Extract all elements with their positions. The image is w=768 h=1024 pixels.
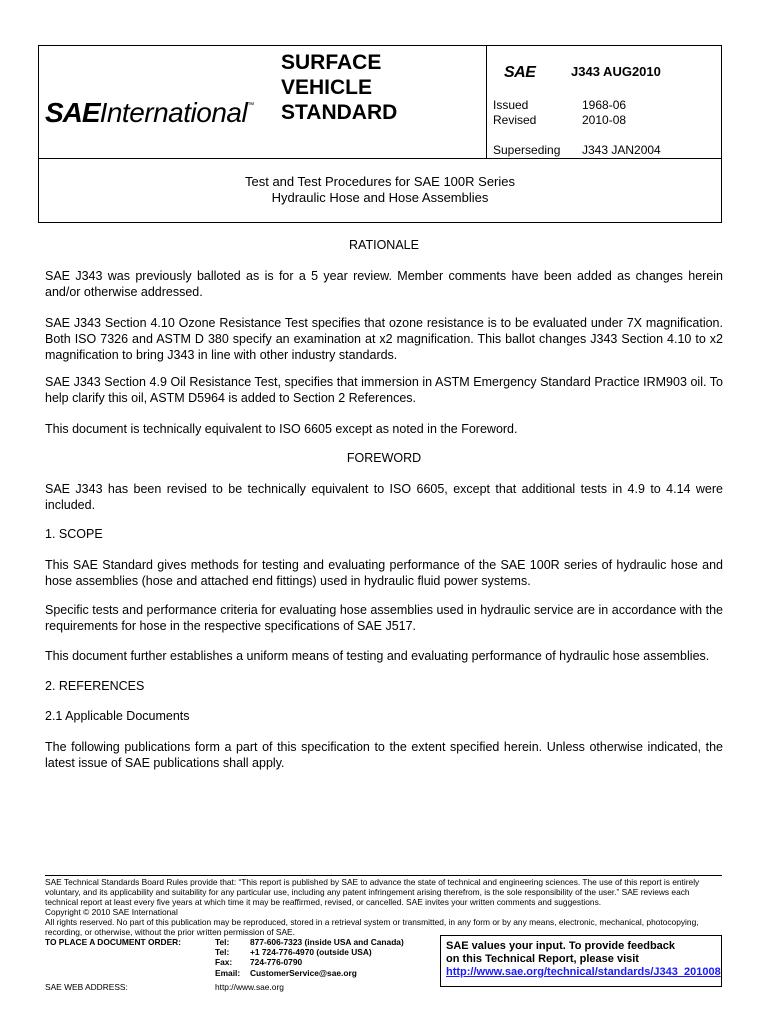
scope-paragraph: This document further establishes a uniform means of testing and evaluating performance of hydraulic hose assemblies. [45, 649, 710, 663]
standard-type [281, 50, 397, 125]
tel-label: Tel: [215, 937, 230, 947]
scope-paragraph: Specific tests and performance criteria for evaluating hose assemblies used in hydraulic service are in accordance with the requirements for hose in the respective specifications of SAE J517. [45, 603, 723, 633]
rationale-heading: RATIONALE [349, 238, 419, 252]
standards-board-notice: SAE Technical Standards Board Rules provide that: “This report is published by SAE to advance the state of technical and engineering sciences. The use of this report is entirely voluntary, and its applicability and suitability for any particular use, including any patent infringement arising therefrom, is the sole responsibility of the user.” SAE reviews each technical report at least every five years at which time it may be reaffirmed, revised, or cancelled. SAE invites your written comments and suggestions. [45, 877, 700, 907]
email-value[interactable]: CustomerService@sae.org [250, 968, 357, 978]
header-divider-horizontal [39, 158, 721, 159]
header-divider-vertical [486, 46, 487, 158]
sae-mark: SAE [504, 64, 536, 81]
logo-sae-text: SAE [45, 97, 100, 128]
rights-notice: All rights reserved. No part of this publication may be reproduced, stored in a retrieval system or transmitted, in any form or by any means, electronic, mechanical, photocopying, recording, or otherwise, without the prior written permission of SAE. [45, 917, 699, 937]
issued-label: Issued [493, 98, 529, 112]
footer-rule [45, 875, 722, 876]
foreword-paragraph: SAE J343 has been revised to be technically equivalent to ISO 6605, except that additional tests in 4.9 to 4.14 were included. [45, 482, 723, 512]
applicable-documents-heading: 2.1 Applicable Documents [45, 709, 190, 723]
rationale-paragraph: SAE J343 Section 4.10 Ozone Resistance Test specifies that ozone resistance is to be evaluated under 7X magnification. Both ISO 7326 and ASTM D 380 specify an examination at x2 magnification. This ballot changes J343 Section 4.10 to x2 magnification to bring J343 in line with other industry standards. [45, 316, 723, 362]
rationale-paragraph: SAE J343 was previously balloted as is for a 5 year review. Member comments have been added as changes herein and/or otherwise addressed. [45, 269, 723, 299]
standard-type-line: SURFACE [281, 51, 382, 74]
scope-paragraph: This SAE Standard gives methods for testing and evaluating performance of the SAE 100R series of hydraulic hose and hose assemblies (hose and attached end fittings) used in hydraulic fluid power systems. [45, 558, 723, 588]
logo-international-text: International [99, 97, 248, 128]
rationale-paragraph: This document is technically equivalent to ISO 6605 except as noted in the Foreword. [45, 422, 518, 436]
email-label: Email: [215, 968, 241, 978]
feedback-text: SAE values your input. To provide feedback [446, 940, 676, 952]
foreword-heading: FOREWORD [346, 451, 422, 465]
applicable-documents-paragraph: The following publications form a part of this specification to the extent specified herein. Unless otherwise indicated, the latest issue of SAE publications shall apply. [45, 740, 723, 770]
document-title-line: Hydraulic Hose and Hose Assemblies [271, 190, 489, 205]
copyright-notice: Copyright © 2010 SAE International [45, 907, 178, 917]
web-address-link[interactable]: http://www.sae.org [215, 982, 284, 992]
issued-value: 1968-06 [582, 98, 627, 112]
feedback-text: on this Technical Report, please visit [446, 953, 639, 965]
fax-label: Fax: [215, 957, 233, 967]
revised-value: 2010-08 [582, 113, 627, 127]
references-heading: 2. REFERENCES [45, 679, 145, 693]
logo-trademark: ™ [247, 102, 255, 109]
scope-heading: 1. SCOPE [45, 527, 103, 541]
sae-international-logo [45, 98, 254, 128]
tel-value: +1 724-776-4970 (outside USA) [250, 947, 372, 957]
document-title [39, 174, 721, 206]
standard-type-line: STANDARD [281, 101, 398, 124]
superseding-label: Superseding [493, 143, 561, 157]
revised-label: Revised [493, 113, 537, 127]
feedback-box [440, 935, 722, 987]
document-number: J343 AUG2010 [571, 64, 661, 79]
document-header [38, 45, 722, 223]
rationale-paragraph: SAE J343 Section 4.9 Oil Resistance Test, specifies that immersion in ASTM Emergency Standard Practice IRM903 oil. To help clarify this oil, ASTM D5964 is added to Section 2 References. [45, 375, 723, 405]
superseding-value: J343 JAN2004 [582, 143, 661, 157]
document-title-line: Test and Test Procedures for SAE 100R Series [244, 174, 515, 189]
fax-value: 724-776-0790 [250, 957, 303, 967]
standard-type-line: VEHICLE [281, 76, 373, 99]
feedback-link[interactable]: http://www.sae.org/technical/standards/J343_201008 [446, 966, 721, 978]
web-address-label: SAE WEB ADDRESS: [45, 982, 128, 992]
order-label: TO PLACE A DOCUMENT ORDER: [45, 937, 182, 947]
tel-label: Tel: [215, 947, 230, 957]
tel-value: 877-606-7323 (inside USA and Canada) [250, 937, 404, 947]
